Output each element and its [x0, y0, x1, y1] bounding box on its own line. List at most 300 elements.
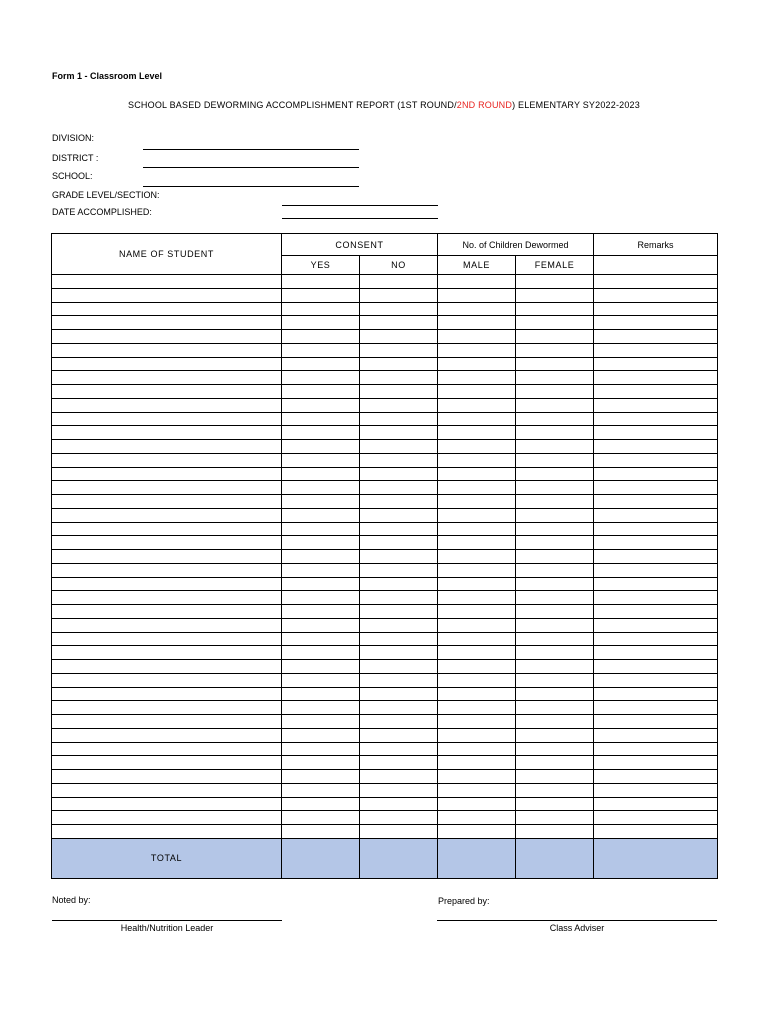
district-label: DISTRICT : [52, 153, 99, 163]
remarks-cell[interactable] [594, 275, 718, 289]
table-row [52, 783, 718, 797]
female-cell[interactable] [516, 550, 594, 564]
female-cell[interactable] [516, 481, 594, 495]
female-cell[interactable] [516, 673, 594, 687]
consent-no-cell[interactable] [360, 343, 438, 357]
male-cell[interactable] [438, 563, 516, 577]
male-cell[interactable] [438, 577, 516, 591]
female-cell[interactable] [516, 398, 594, 412]
remarks-cell[interactable] [594, 481, 718, 495]
remarks-cell[interactable] [594, 357, 718, 371]
student-name-cell[interactable] [52, 440, 282, 454]
consent-yes-cell[interactable] [282, 825, 360, 839]
table-row [52, 275, 718, 289]
consent-no-cell[interactable] [360, 371, 438, 385]
remarks-cell[interactable] [594, 440, 718, 454]
consent-no-cell[interactable] [360, 481, 438, 495]
table-row [52, 591, 718, 605]
consent-no-cell[interactable] [360, 660, 438, 674]
consent-no-cell[interactable] [360, 591, 438, 605]
total-consent-yes-cell[interactable] [282, 838, 360, 878]
female-cell[interactable] [516, 302, 594, 316]
female-cell[interactable] [516, 453, 594, 467]
total-male-cell[interactable] [438, 838, 516, 878]
remarks-cell[interactable] [594, 825, 718, 839]
table-row [52, 742, 718, 756]
consent-yes-cell[interactable] [282, 770, 360, 784]
female-cell[interactable] [516, 728, 594, 742]
female-cell[interactable] [516, 412, 594, 426]
table-row [52, 536, 718, 550]
male-cell[interactable] [438, 783, 516, 797]
remarks-cell[interactable] [594, 495, 718, 509]
male-cell[interactable] [438, 371, 516, 385]
consent-no-cell[interactable] [360, 495, 438, 509]
student-name-cell[interactable] [52, 495, 282, 509]
remarks-cell[interactable] [594, 687, 718, 701]
male-cell[interactable] [438, 275, 516, 289]
male-cell[interactable] [438, 385, 516, 399]
consent-yes-cell[interactable] [282, 385, 360, 399]
table-row [52, 632, 718, 646]
consent-no-cell[interactable] [360, 385, 438, 399]
female-cell[interactable] [516, 577, 594, 591]
remarks-cell[interactable] [594, 797, 718, 811]
female-cell[interactable] [516, 715, 594, 729]
total-remarks-cell[interactable] [594, 838, 718, 878]
student-name-cell[interactable] [52, 343, 282, 357]
male-cell[interactable] [438, 343, 516, 357]
consent-no-cell[interactable] [360, 398, 438, 412]
remarks-cell[interactable] [594, 715, 718, 729]
female-cell[interactable] [516, 426, 594, 440]
title-suffix: ) ELEMENTARY SY2022-2023 [512, 100, 640, 110]
female-cell[interactable] [516, 343, 594, 357]
consent-yes-cell[interactable] [282, 701, 360, 715]
consent-yes-cell[interactable] [282, 275, 360, 289]
student-name-cell[interactable] [52, 797, 282, 811]
consent-yes-cell[interactable] [282, 728, 360, 742]
consent-yes-cell[interactable] [282, 508, 360, 522]
remarks-cell[interactable] [594, 426, 718, 440]
remarks-cell[interactable] [594, 756, 718, 770]
male-cell[interactable] [438, 632, 516, 646]
consent-yes-cell[interactable] [282, 495, 360, 509]
remarks-cell[interactable] [594, 453, 718, 467]
consent-yes-cell[interactable] [282, 467, 360, 481]
male-cell[interactable] [438, 316, 516, 330]
student-name-cell[interactable] [52, 563, 282, 577]
consent-no-cell[interactable] [360, 288, 438, 302]
consent-yes-cell[interactable] [282, 330, 360, 344]
male-cell[interactable] [438, 770, 516, 784]
student-name-cell[interactable] [52, 646, 282, 660]
consent-no-cell[interactable] [360, 742, 438, 756]
report-title [0, 100, 768, 110]
female-cell[interactable] [516, 591, 594, 605]
table-row [52, 412, 718, 426]
student-name-cell[interactable] [52, 453, 282, 467]
consent-no-cell[interactable] [360, 275, 438, 289]
consent-yes-cell[interactable] [282, 426, 360, 440]
remarks-cell[interactable] [594, 371, 718, 385]
remarks-cell[interactable] [594, 632, 718, 646]
consent-yes-cell[interactable] [282, 343, 360, 357]
table-row [52, 385, 718, 399]
consent-no-cell[interactable] [360, 618, 438, 632]
female-cell[interactable] [516, 660, 594, 674]
remarks-cell[interactable] [594, 591, 718, 605]
male-cell[interactable] [438, 440, 516, 454]
female-cell[interactable] [516, 783, 594, 797]
table-row [52, 467, 718, 481]
consent-yes-cell[interactable] [282, 522, 360, 536]
student-name-cell[interactable] [52, 770, 282, 784]
female-cell[interactable] [516, 440, 594, 454]
table-row [52, 343, 718, 357]
remarks-cell[interactable] [594, 288, 718, 302]
date-accomplished-input-line[interactable] [282, 218, 438, 219]
consent-yes-cell[interactable] [282, 756, 360, 770]
female-cell[interactable] [516, 563, 594, 577]
remarks-cell[interactable] [594, 467, 718, 481]
male-cell[interactable] [438, 687, 516, 701]
remarks-cell[interactable] [594, 316, 718, 330]
remarks-cell[interactable] [594, 673, 718, 687]
title-highlight-2nd-round: 2ND ROUND [456, 100, 513, 110]
consent-no-cell[interactable] [360, 715, 438, 729]
consent-no-cell[interactable] [360, 701, 438, 715]
consent-no-cell[interactable] [360, 825, 438, 839]
table-row [52, 481, 718, 495]
consent-yes-cell[interactable] [282, 646, 360, 660]
district-input-line[interactable] [143, 167, 359, 168]
student-name-cell[interactable] [52, 481, 282, 495]
table-row [52, 728, 718, 742]
remarks-cell[interactable] [594, 783, 718, 797]
consent-no-cell[interactable] [360, 357, 438, 371]
female-cell[interactable] [516, 701, 594, 715]
male-cell[interactable] [438, 742, 516, 756]
student-name-cell[interactable] [52, 728, 282, 742]
consent-no-cell[interactable] [360, 728, 438, 742]
consent-yes-cell[interactable] [282, 742, 360, 756]
student-name-cell[interactable] [52, 591, 282, 605]
student-name-cell[interactable] [52, 811, 282, 825]
table-row [52, 687, 718, 701]
table-row [52, 316, 718, 330]
female-cell[interactable] [516, 330, 594, 344]
student-name-cell[interactable] [52, 756, 282, 770]
school-input-line[interactable] [143, 186, 359, 187]
male-cell[interactable] [438, 701, 516, 715]
female-cell[interactable] [516, 536, 594, 550]
male-cell[interactable] [438, 591, 516, 605]
male-cell[interactable] [438, 398, 516, 412]
male-cell[interactable] [438, 811, 516, 825]
consent-no-cell[interactable] [360, 687, 438, 701]
female-cell[interactable] [516, 605, 594, 619]
remarks-cell[interactable] [594, 577, 718, 591]
consent-yes-cell[interactable] [282, 673, 360, 687]
consent-no-cell[interactable] [360, 646, 438, 660]
remarks-cell[interactable] [594, 398, 718, 412]
female-cell[interactable] [516, 522, 594, 536]
remarks-cell[interactable] [594, 646, 718, 660]
student-name-cell[interactable] [52, 412, 282, 426]
consent-yes-cell[interactable] [282, 412, 360, 426]
consent-no-cell[interactable] [360, 302, 438, 316]
consent-no-cell[interactable] [360, 632, 438, 646]
remarks-cell[interactable] [594, 605, 718, 619]
male-cell[interactable] [438, 660, 516, 674]
table-row [52, 715, 718, 729]
total-female-cell[interactable] [516, 838, 594, 878]
consent-no-cell[interactable] [360, 467, 438, 481]
student-name-cell[interactable] [52, 275, 282, 289]
consent-yes-cell[interactable] [282, 797, 360, 811]
consent-header: CONSENT [282, 234, 438, 256]
female-cell[interactable] [516, 385, 594, 399]
school-label: SCHOOL: [52, 171, 93, 181]
remarks-cell[interactable] [594, 343, 718, 357]
table-row [52, 440, 718, 454]
student-name-cell[interactable] [52, 508, 282, 522]
student-name-cell[interactable] [52, 550, 282, 564]
student-name-cell[interactable] [52, 673, 282, 687]
consent-yes-cell[interactable] [282, 632, 360, 646]
student-name-cell[interactable] [52, 302, 282, 316]
student-name-cell[interactable] [52, 618, 282, 632]
remarks-cell[interactable] [594, 412, 718, 426]
remarks-cell[interactable] [594, 508, 718, 522]
consent-yes-cell[interactable] [282, 371, 360, 385]
student-name-cell[interactable] [52, 687, 282, 701]
male-cell[interactable] [438, 756, 516, 770]
female-cell[interactable] [516, 770, 594, 784]
class-adviser-label: Class Adviser [549, 923, 605, 933]
date-accomplished-label: DATE ACCOMPLISHED: [52, 207, 152, 217]
remarks-cell[interactable] [594, 701, 718, 715]
consent-yes-cell[interactable] [282, 660, 360, 674]
male-cell[interactable] [438, 522, 516, 536]
student-name-cell[interactable] [52, 536, 282, 550]
table-row [52, 618, 718, 632]
remarks-cell[interactable] [594, 742, 718, 756]
female-cell[interactable] [516, 275, 594, 289]
consent-yes-cell[interactable] [282, 453, 360, 467]
consent-yes-cell[interactable] [282, 783, 360, 797]
table-row [52, 660, 718, 674]
male-cell[interactable] [438, 715, 516, 729]
consent-yes-cell[interactable] [282, 481, 360, 495]
consent-no-cell[interactable] [360, 783, 438, 797]
noted-by-signature-line[interactable] [52, 920, 282, 921]
male-cell[interactable] [438, 646, 516, 660]
female-cell[interactable] [516, 618, 594, 632]
female-cell[interactable] [516, 316, 594, 330]
remarks-cell[interactable] [594, 522, 718, 536]
male-cell[interactable] [438, 495, 516, 509]
consent-no-cell[interactable] [360, 453, 438, 467]
remarks-cell[interactable] [594, 563, 718, 577]
male-cell[interactable] [438, 467, 516, 481]
remarks-cell[interactable] [594, 811, 718, 825]
consent-no-cell[interactable] [360, 440, 438, 454]
consent-yes-cell[interactable] [282, 302, 360, 316]
male-cell[interactable] [438, 728, 516, 742]
female-cell[interactable] [516, 797, 594, 811]
remarks-cell[interactable] [594, 728, 718, 742]
consent-yes-cell[interactable] [282, 550, 360, 564]
student-name-cell[interactable] [52, 426, 282, 440]
consent-yes-cell[interactable] [282, 811, 360, 825]
student-name-cell[interactable] [52, 385, 282, 399]
female-cell[interactable] [516, 371, 594, 385]
consent-no-cell[interactable] [360, 605, 438, 619]
male-cell[interactable] [438, 825, 516, 839]
remarks-cell[interactable] [594, 660, 718, 674]
student-name-cell[interactable] [52, 783, 282, 797]
consent-no-cell[interactable] [360, 536, 438, 550]
female-cell[interactable] [516, 288, 594, 302]
male-cell[interactable] [438, 453, 516, 467]
student-name-cell[interactable] [52, 522, 282, 536]
student-name-cell[interactable] [52, 316, 282, 330]
consent-yes-cell[interactable] [282, 591, 360, 605]
consent-yes-cell[interactable] [282, 618, 360, 632]
consent-no-cell[interactable] [360, 550, 438, 564]
consent-no-cell[interactable] [360, 673, 438, 687]
consent-yes-cell[interactable] [282, 288, 360, 302]
table-row [52, 357, 718, 371]
student-name-cell[interactable] [52, 330, 282, 344]
division-input-line[interactable] [143, 149, 359, 150]
student-name-cell[interactable] [52, 288, 282, 302]
female-cell[interactable] [516, 687, 594, 701]
male-cell[interactable] [438, 412, 516, 426]
male-cell[interactable] [438, 618, 516, 632]
table-row [52, 495, 718, 509]
consent-yes-cell[interactable] [282, 398, 360, 412]
male-cell[interactable] [438, 426, 516, 440]
table-row [52, 426, 718, 440]
consent-no-cell[interactable] [360, 811, 438, 825]
female-cell[interactable] [516, 357, 594, 371]
student-name-cell[interactable] [52, 371, 282, 385]
consent-yes-cell[interactable] [282, 605, 360, 619]
consent-yes-cell[interactable] [282, 357, 360, 371]
consent-yes-cell[interactable] [282, 577, 360, 591]
male-cell[interactable] [438, 302, 516, 316]
male-cell[interactable] [438, 288, 516, 302]
female-cell[interactable] [516, 646, 594, 660]
female-cell[interactable] [516, 825, 594, 839]
grade-level-input-line[interactable] [282, 205, 438, 206]
female-cell[interactable] [516, 811, 594, 825]
remarks-cell[interactable] [594, 536, 718, 550]
remarks-cell[interactable] [594, 770, 718, 784]
female-cell[interactable] [516, 742, 594, 756]
student-name-cell[interactable] [52, 742, 282, 756]
consent-no-cell[interactable] [360, 770, 438, 784]
consent-yes-cell[interactable] [282, 563, 360, 577]
consent-no-cell[interactable] [360, 426, 438, 440]
male-cell[interactable] [438, 508, 516, 522]
male-cell[interactable] [438, 797, 516, 811]
male-cell[interactable] [438, 357, 516, 371]
health-nutrition-leader-label: Health/Nutrition Leader [120, 923, 214, 933]
consent-no-cell[interactable] [360, 508, 438, 522]
student-name-cell[interactable] [52, 825, 282, 839]
name-of-student-header: NAME OF STUDENT [52, 234, 282, 275]
deworming-table [51, 233, 718, 879]
consent-yes-header: YES [282, 256, 360, 275]
consent-yes-cell[interactable] [282, 440, 360, 454]
remarks-cell[interactable] [594, 330, 718, 344]
male-cell[interactable] [438, 605, 516, 619]
table-row [52, 756, 718, 770]
student-name-cell[interactable] [52, 605, 282, 619]
remarks-header: Remarks [594, 234, 718, 256]
consent-yes-cell[interactable] [282, 687, 360, 701]
remarks-cell[interactable] [594, 302, 718, 316]
remarks-cell[interactable] [594, 618, 718, 632]
table-row [52, 646, 718, 660]
consent-yes-cell[interactable] [282, 316, 360, 330]
remarks-cell[interactable] [594, 385, 718, 399]
table-row [52, 770, 718, 784]
consent-no-cell[interactable] [360, 756, 438, 770]
male-cell[interactable] [438, 673, 516, 687]
consent-no-cell[interactable] [360, 412, 438, 426]
remarks-cell[interactable] [594, 550, 718, 564]
male-cell[interactable] [438, 330, 516, 344]
student-name-cell[interactable] [52, 701, 282, 715]
table-row [52, 508, 718, 522]
student-name-cell[interactable] [52, 357, 282, 371]
male-cell[interactable] [438, 550, 516, 564]
female-cell[interactable] [516, 632, 594, 646]
total-consent-no-cell[interactable] [360, 838, 438, 878]
student-name-cell[interactable] [52, 467, 282, 481]
female-cell[interactable] [516, 508, 594, 522]
female-cell[interactable] [516, 495, 594, 509]
female-cell[interactable] [516, 756, 594, 770]
consent-no-cell[interactable] [360, 522, 438, 536]
female-cell[interactable] [516, 467, 594, 481]
consent-no-cell[interactable] [360, 563, 438, 577]
consent-no-cell[interactable] [360, 330, 438, 344]
remarks-subheader-blank [594, 256, 718, 275]
student-name-cell[interactable] [52, 660, 282, 674]
student-name-cell[interactable] [52, 577, 282, 591]
male-cell[interactable] [438, 536, 516, 550]
consent-no-cell[interactable] [360, 316, 438, 330]
student-name-cell[interactable] [52, 715, 282, 729]
consent-no-cell[interactable] [360, 797, 438, 811]
male-cell[interactable] [438, 481, 516, 495]
student-name-cell[interactable] [52, 632, 282, 646]
consent-yes-cell[interactable] [282, 536, 360, 550]
consent-yes-cell[interactable] [282, 715, 360, 729]
table-row [52, 673, 718, 687]
consent-no-cell[interactable] [360, 577, 438, 591]
table-row [52, 302, 718, 316]
student-name-cell[interactable] [52, 398, 282, 412]
prepared-by-signature-line[interactable] [437, 920, 717, 921]
table-row [52, 811, 718, 825]
